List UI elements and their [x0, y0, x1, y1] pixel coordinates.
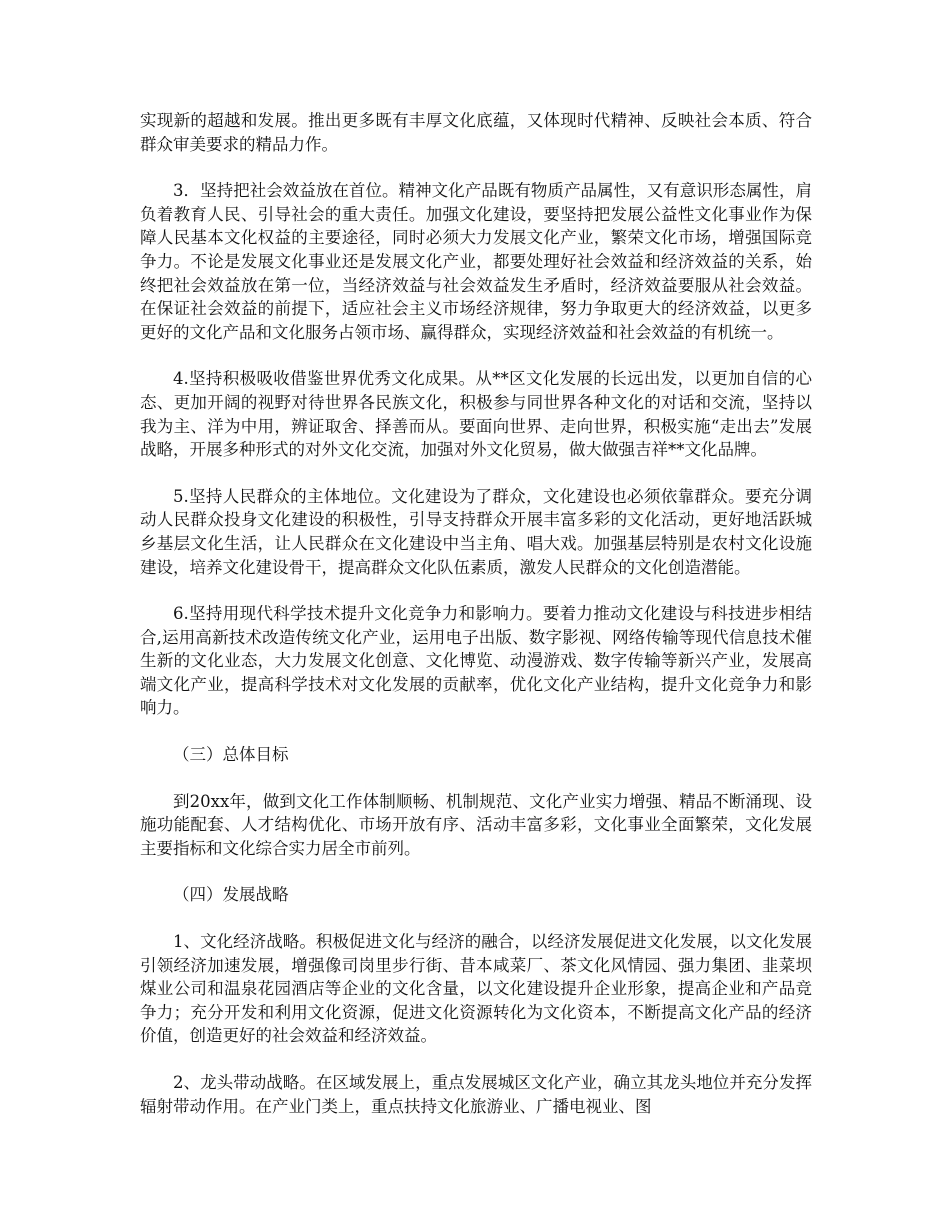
- paragraph-strategy-2: 2、龙头带动战略。在区域发展上，重点发展城区文化产业，确立其龙头地位并充分发挥辐射带动作用。在产业门类上，重点扶持文化旅游业、广播电视业、图: [140, 1073, 812, 1116]
- section-heading-strategy: （四）发展战略: [173, 885, 289, 905]
- paragraph-strategy-1: 1、文化经济战略。积极促进文化与经济的融合，以经济发展促进文化发展，以文化发展引领经济加速发展，增强像司岗里步行街、昔本咸菜厂、茶文化风情园、强力集团、韭菜坝煤业公司和温泉花园酒店等企业的文化含量，以文化建设提升企业形象，提高企业和产品竞争力；充分开发和利用文化资源，促进文化资源转化为文化资本，不断提高文化产品的经济价值，创造更好的社会效益和经济效益。: [140, 932, 812, 1046]
- paragraph-principle-4: 4.坚持积极吸收借鉴世界优秀文化成果。从**区文化发展的长远出发，以更加自信的心态、更加开阔的视野对待世界各民族文化，积极参与同世界各种文化的对话和交流，坚持以我为主、洋为中用，辨证取舍、择善而从。要面向世界、走向世界，积极实施“走出去”发展战略，开展多种形式的对外文化交流，加强对外文化贸易，做大做强吉祥**文化品牌。: [140, 369, 812, 460]
- paragraph-principle-5: 5.坚持人民群众的主体地位。文化建设为了群众，文化建设也必须依靠群众。要充分调动人民群众投身文化建设的积极性，引导支持群众开展丰富多彩的文化活动，更好地活跃城乡基层文化生活，让人民群众在文化建设中当主角、唱大戏。加强基层特别是农村文化设施建设，培养文化建设骨干，提高群众文化队伍素质，激发人民群众的文化创造潜能。: [140, 486, 812, 577]
- section-heading-overall-goal: （三）总体目标: [173, 745, 289, 765]
- paragraph-continuation: 实现新的超越和发展。推出更多既有丰厚文化底蕴，又体现时代精神、反映社会本质、符合群众审美要求的精品力作。: [140, 111, 812, 154]
- paragraph-overall-goal: 到20xx年，做到文化工作体制顺畅、机制规范、文化产业实力增强、精品不断涌现、设施功能配套、人才结构优化、市场开放有序、活动丰富多彩，文化事业全面繁荣，文化发展主要指标和文化综合实力居全市前列。: [140, 791, 812, 858]
- paragraph-principle-6: 6.坚持用现代科学技术提升文化竞争力和影响力。要着力推动文化建设与科技进步相结合,运用高新技术改造传统文化产业，运用电子出版、数字影视、网络传输等现代信息技术催生新的文化业态，大力发展文化创意、文化博览、动漫游戏、数字传输等新兴产业，发展高端文化产业，提高科学技术对文化发展的贡献率，优化文化产业结构，提升文化竞争力和影响力。: [140, 604, 812, 718]
- paragraph-principle-3: 3．坚持把社会效益放在首位。精神文化产品既有物质产品属性，又有意识形态属性，肩负着教育人民、引导社会的重大责任。加强文化建设，要坚持把发展公益性文化事业作为保障人民基本文化权益的主要途径，同时必须大力发展文化产业，繁荣文化市场，增强国际竞争力。不论是发展文化事业还是发展文化产业，都要处理好社会效益和经济效益的关系，始终把社会效益放在第一位，当经济效益与社会效益发生矛盾时，经济效益要服从社会效益。在保证社会效益的前提下，适应社会主义市场经济规律，努力争取更大的经济效益，以更多更好的文化产品和文化服务占领市场、赢得群众，实现经济效益和社会效益的有机统一。: [140, 181, 812, 342]
- document-body: [140, 109, 812, 1141]
